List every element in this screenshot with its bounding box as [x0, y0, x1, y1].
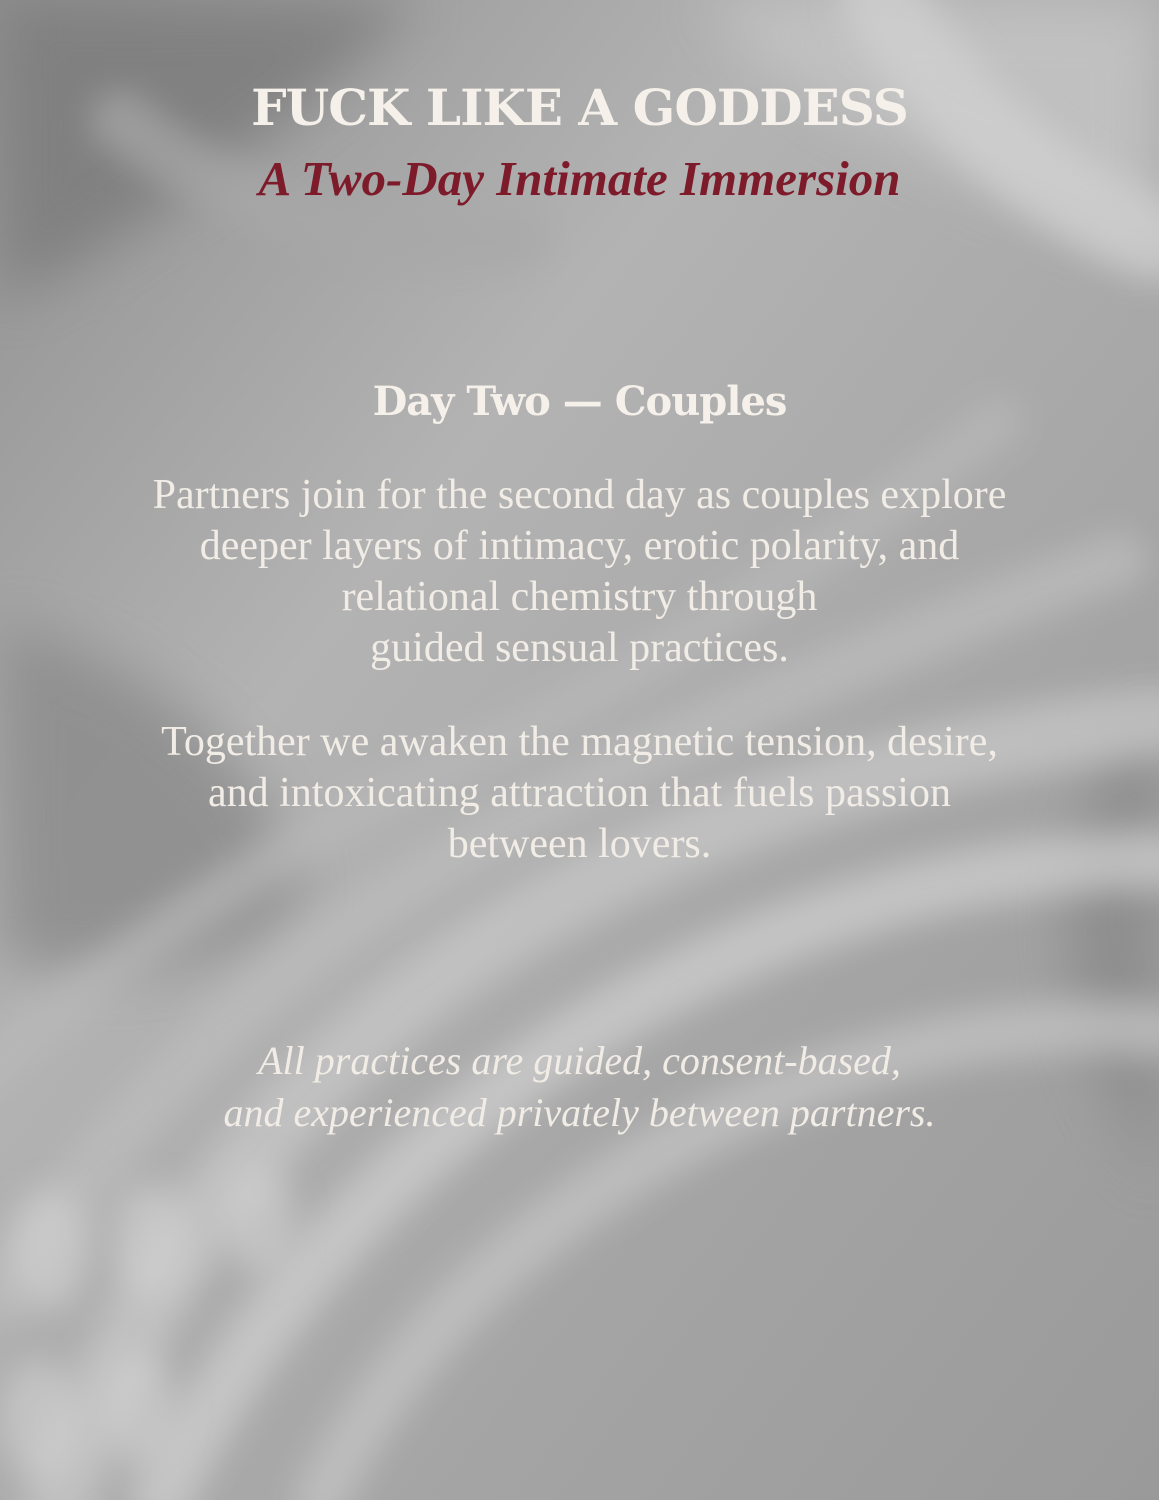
- text-line: relational chemistry through: [341, 574, 818, 620]
- text-line: Partners join for the second day as couples explore: [152, 472, 1007, 518]
- text-line: deeper layers of intimacy, erotic polarity, and: [199, 523, 960, 569]
- note-line: and experienced privately between partners.: [223, 1090, 936, 1135]
- text-line: Together we awaken the magnetic tension, desire,: [161, 719, 998, 765]
- text-line: and intoxicating attraction that fuels passion: [208, 770, 951, 816]
- text-line: between lovers.: [447, 821, 712, 867]
- note-line: All practices are guided, consent-based,: [258, 1038, 901, 1083]
- page-subtitle: A Two-Day Intimate Immersion: [258, 151, 901, 206]
- section-heading: Day Two — Couples: [372, 378, 787, 425]
- description-paragraph-1: [0, 470, 1159, 674]
- consent-note: [0, 1035, 1159, 1139]
- page-title: FUCK LIKE A GODDESS: [251, 78, 908, 137]
- text-line: guided sensual practices.: [370, 625, 789, 671]
- description-paragraph-2: [0, 717, 1159, 870]
